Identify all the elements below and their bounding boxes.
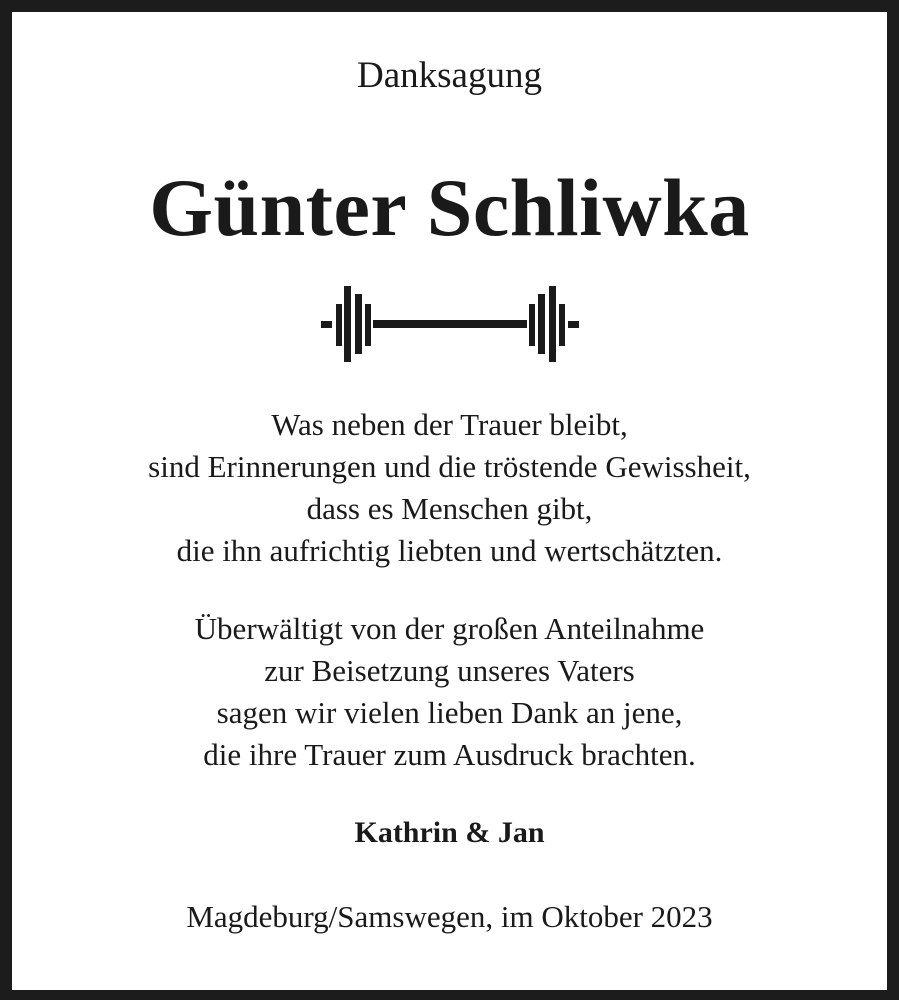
signature: Kathrin & Jan [354, 816, 545, 849]
thanks-line: die ihre Trauer zum Ausdruck brachten. [203, 737, 696, 772]
deceased-name: Günter Schliwka [149, 162, 750, 253]
place-and-date: Magdeburg/Samswegen, im Oktober 2023 [186, 899, 713, 934]
verse-line: Was neben der Trauer bleibt, [271, 407, 628, 442]
verse-line: die ihn aufrichtig liebten und wertschätzten. [176, 533, 723, 568]
verse-line: sind Erinnerungen und die tröstende Gewissheit, [148, 449, 751, 484]
thanks-line: Überwältigt von der großen Anteilnahme [194, 611, 705, 646]
thanks-line: sagen wir vielen lieben Dank an jene, [216, 695, 683, 730]
memorial-verse [0, 404, 899, 572]
verse-line: dass es Menschen gibt, [306, 491, 593, 526]
thanks-line: zur Beisetzung unseres Vaters [264, 653, 635, 688]
notice-heading: Danksagung [357, 55, 542, 96]
thanks-paragraph [0, 608, 899, 776]
barbell-icon [321, 284, 579, 364]
